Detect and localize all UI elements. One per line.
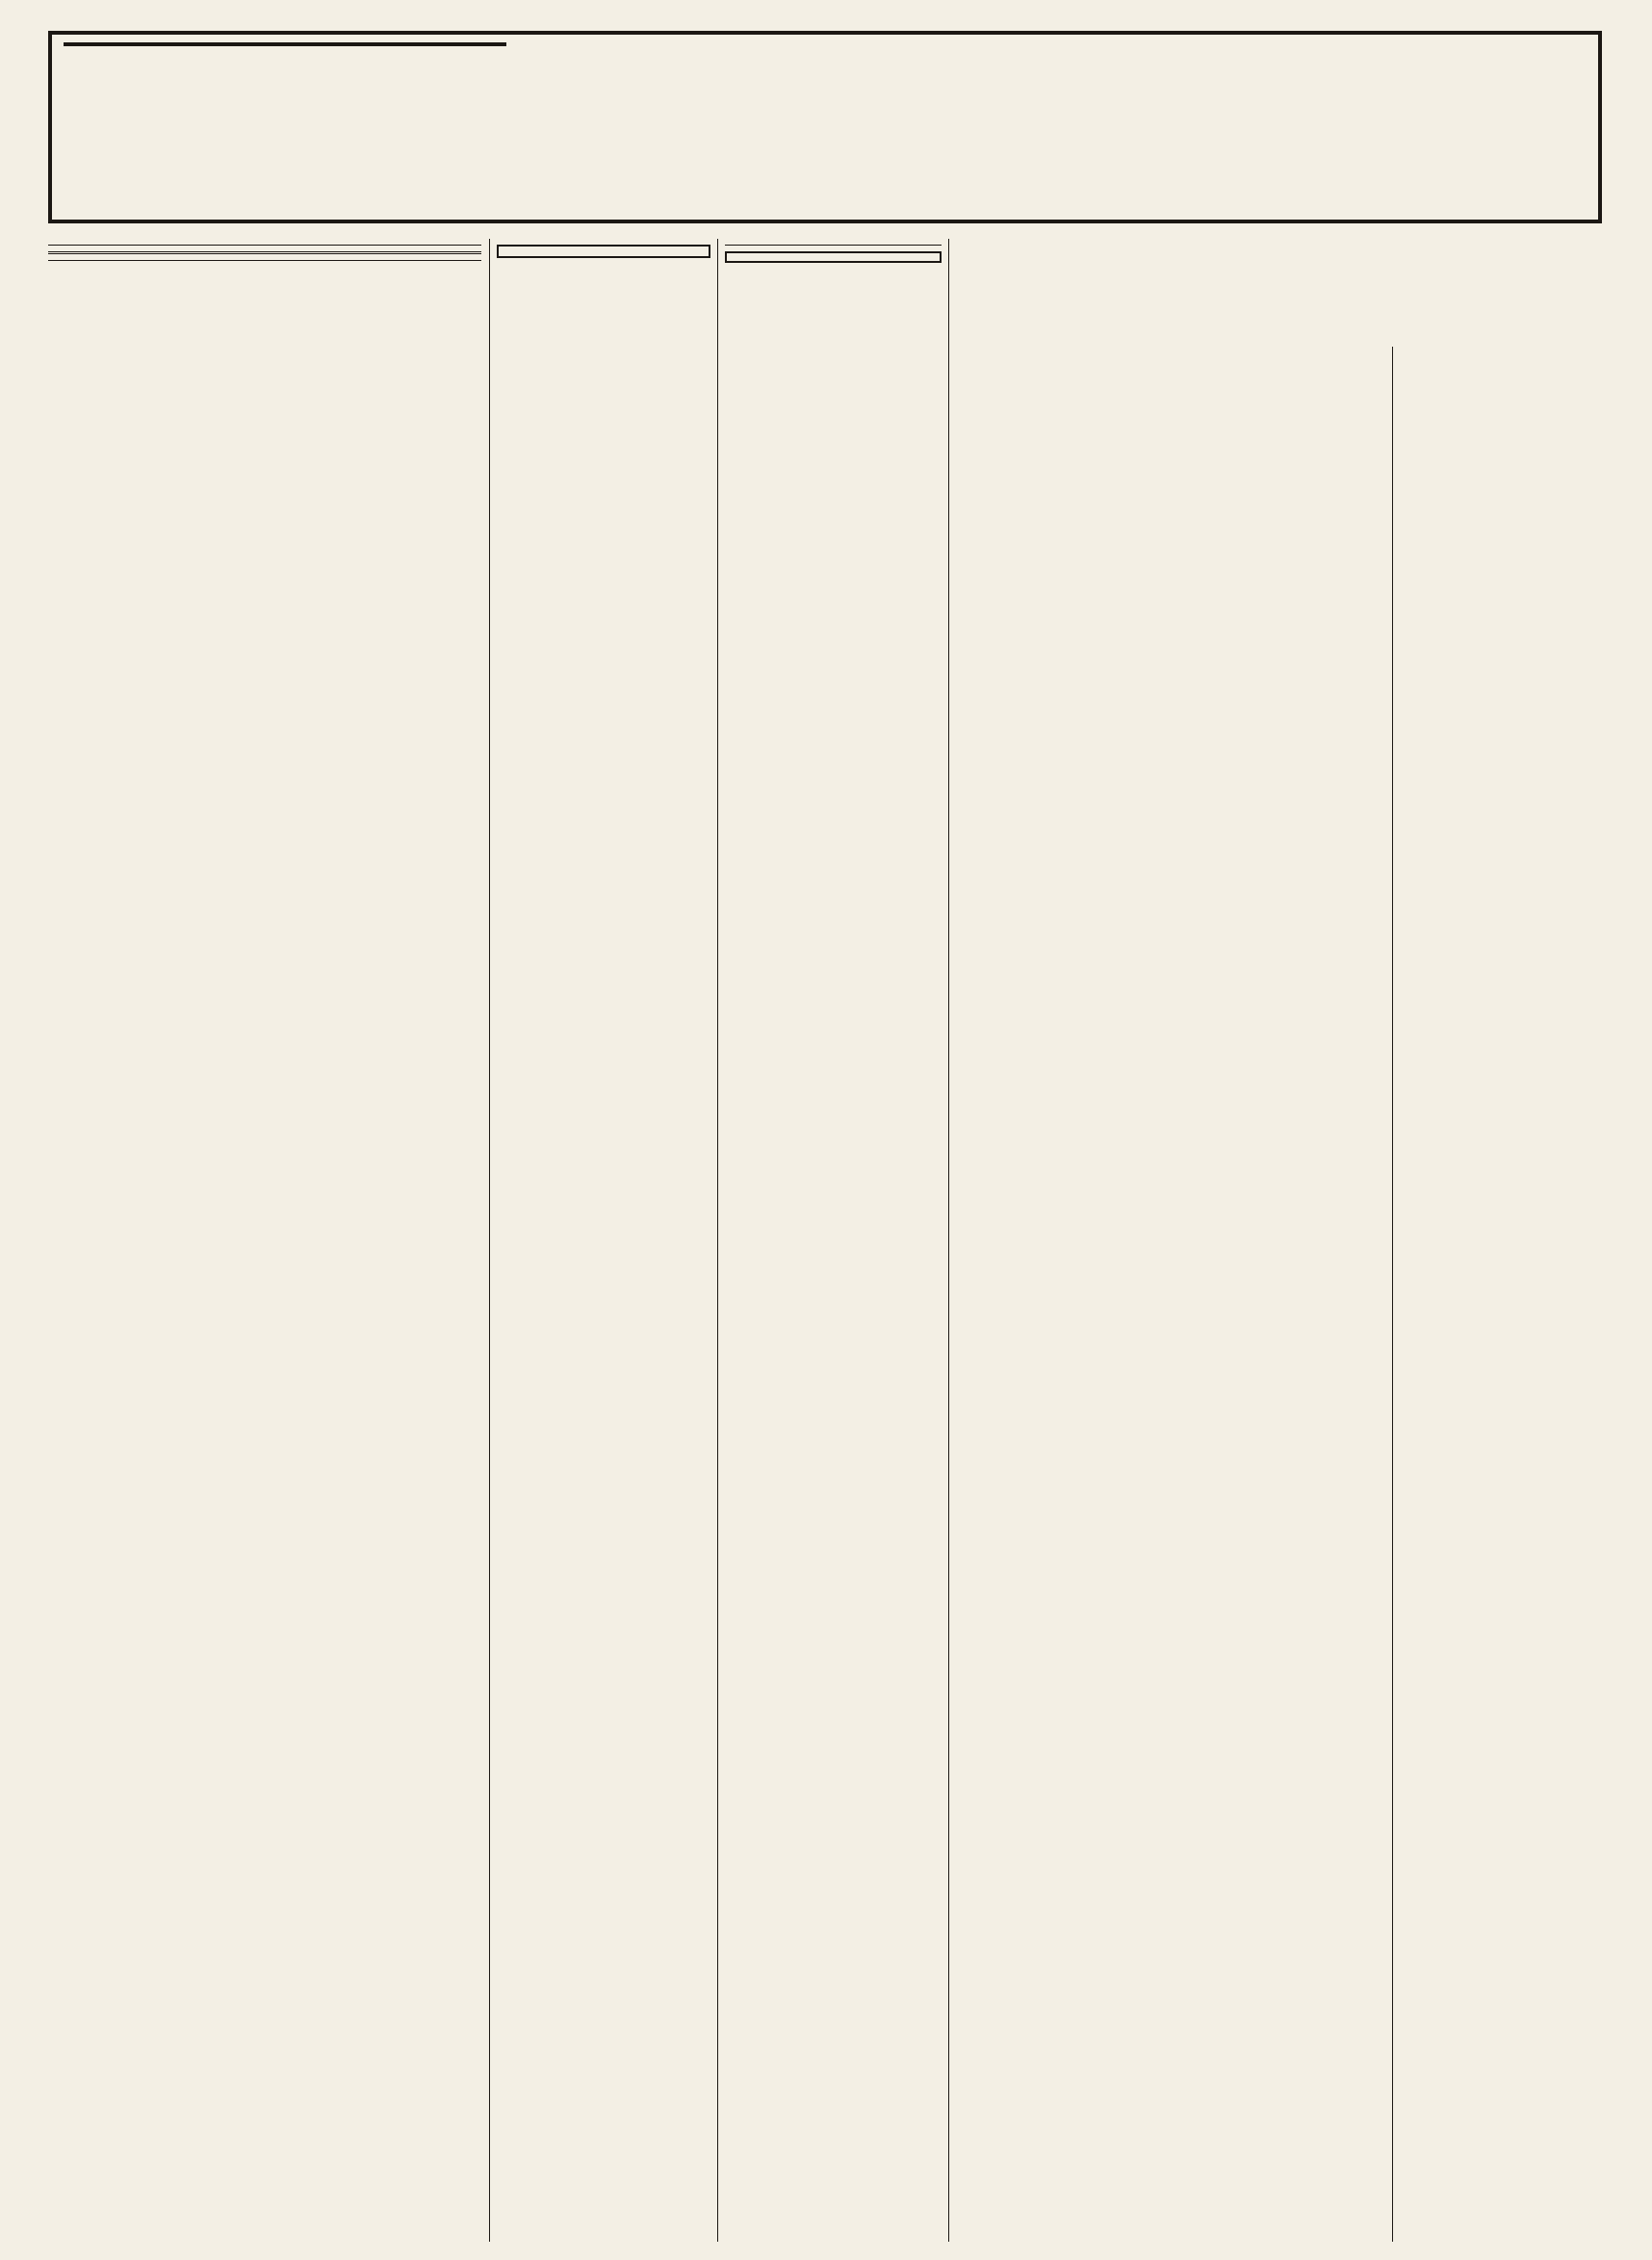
ad-right-block [1223,42,1588,75]
column-rule [1392,347,1393,2242]
ad-left-block [64,42,506,52]
column-rule [489,239,490,2242]
page-header [48,17,1604,29]
column-2 [497,239,710,2247]
barros-santos-ad [48,31,1602,223]
column-1 [48,239,481,2247]
column-3 [725,239,942,2247]
gold-ad [725,251,942,263]
column-rule [948,239,949,2242]
column-rule [717,239,718,2242]
encyclopedia-ad [497,245,710,258]
ad-liquidation-title-2 [64,44,506,46]
